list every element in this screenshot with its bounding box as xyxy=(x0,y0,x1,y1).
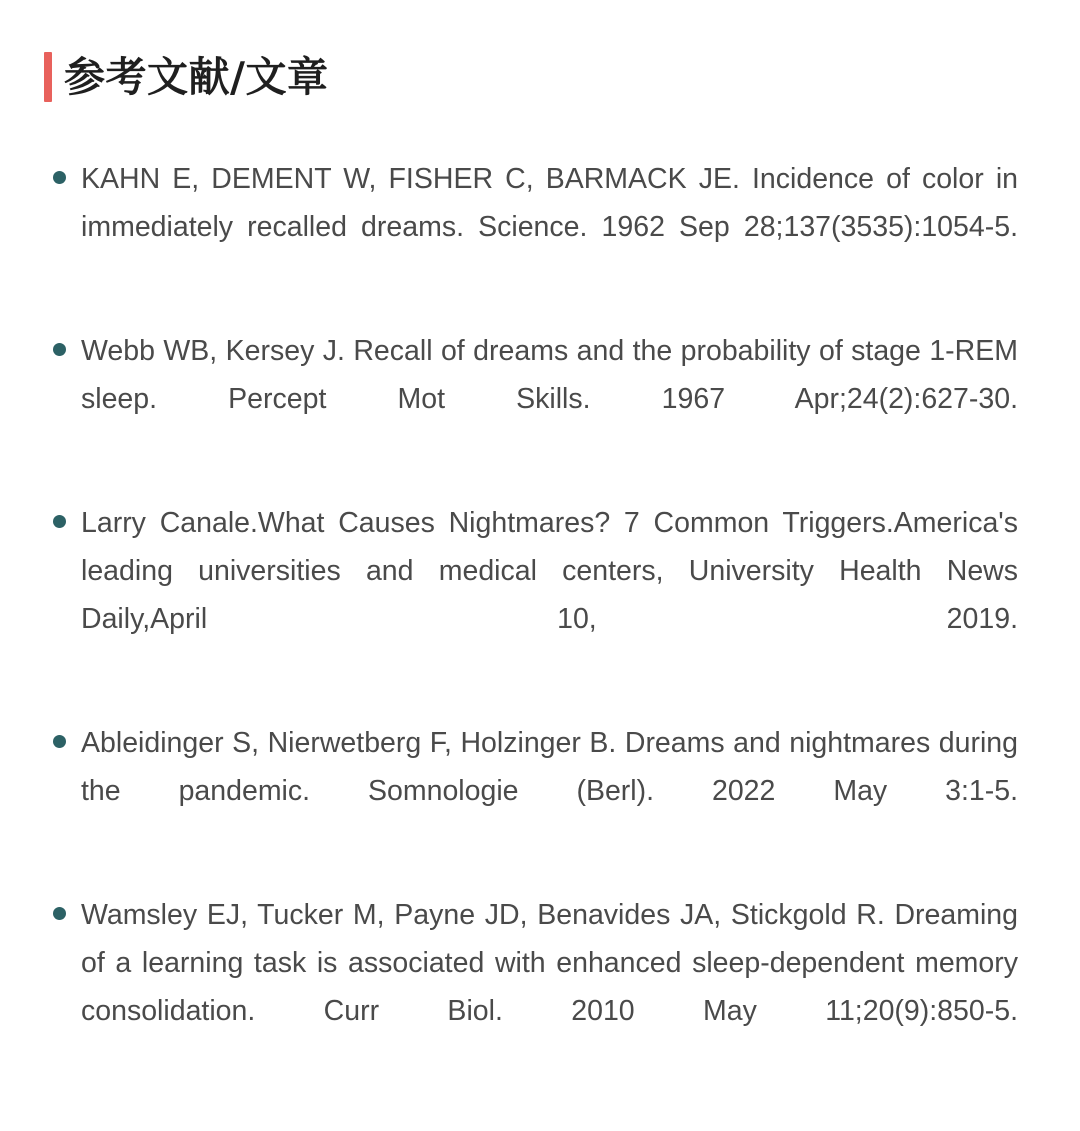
accent-bar xyxy=(44,52,52,102)
reference-text: KAHN E, DEMENT W, FISHER C, BARMACK JE. Incidence of color in immediately recalled dreams. Science. 1962 Sep 28;137(3535):1054-5. xyxy=(81,163,1018,243)
reference-list xyxy=(0,155,1080,1083)
bullet-icon xyxy=(53,735,66,748)
reference-text: Ableidinger S, Nierwetberg F, Holzinger B. Dreams and nightmares during the pandemic. Somnologie (Berl). 2022 May 3:1-5. xyxy=(81,727,1018,807)
reference-text: Wamsley EJ, Tucker M, Payne JD, Benavides JA, Stickgold R. Dreaming of a learning task is associated with enhanced sleep-dependent memory consolidation. Curr Biol. 2010 May 11;20(9):850-5. xyxy=(81,899,1018,1027)
bullet-icon xyxy=(53,171,66,184)
bullet-icon xyxy=(53,343,66,356)
reference-page xyxy=(0,47,1080,1131)
bullet-icon xyxy=(53,515,66,528)
page-header xyxy=(0,47,1080,107)
reference-text: Webb WB, Kersey J. Recall of dreams and the probability of stage 1-REM sleep. Percept Mot Skills. 1967 Apr;24(2):627-30. xyxy=(81,335,1018,415)
bullet-icon xyxy=(53,907,66,920)
list-item xyxy=(0,327,1080,471)
list-item xyxy=(0,719,1080,863)
page-title: 参考文献/文章 xyxy=(64,53,329,101)
list-item xyxy=(0,891,1080,1083)
list-item xyxy=(0,499,1080,691)
reference-text: Larry Canale.What Causes Nightmares? 7 Common Triggers.America's leading universities and medical centers, University Health News Daily,April 10, 2019. xyxy=(81,507,1018,635)
list-item xyxy=(0,155,1080,299)
